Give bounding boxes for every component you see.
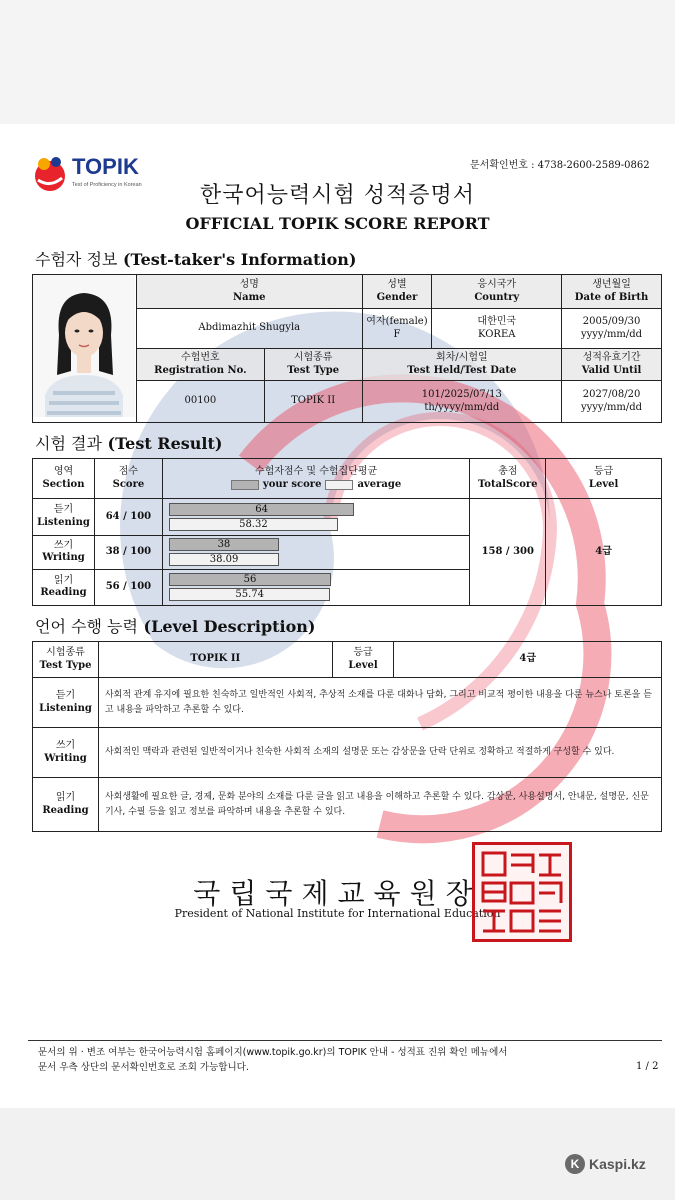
level-label-en: Level	[588, 478, 619, 490]
country-value-en: KOREA	[478, 328, 516, 340]
page-number: 1 / 2	[636, 1061, 659, 1072]
level-description-table	[32, 641, 662, 832]
chart-title: 수험자점수 및 수험집단평균	[254, 466, 378, 478]
type-label-ko: 시험종류	[293, 352, 333, 363]
title-english: OFFICIAL TOPIK SCORE REPORT	[185, 214, 490, 233]
bars-listening	[162, 499, 469, 535]
area-ko: 듣기	[53, 504, 74, 516]
area-en: Writing	[42, 552, 85, 564]
total-score-value: 158 / 300	[470, 499, 546, 606]
footer-divider	[28, 1040, 662, 1041]
kaspi-watermark	[565, 1153, 646, 1175]
footer-line-1: 문서의 위 · 변조 여부는 한국어능력시험 홈페이지(www.topik.go.kr)의 TOPIK 안내 - 성적표 진위 확인 메뉴에서	[38, 1047, 508, 1058]
test-result-table	[32, 458, 662, 606]
country-label-en: Country	[474, 291, 520, 303]
level-grade-header	[332, 642, 394, 678]
gender-value	[362, 309, 432, 349]
applicant-photo	[33, 275, 135, 417]
bar-avg-writing: 38.09	[169, 553, 279, 566]
level-heading-ko: 언어 수행 능력	[35, 617, 138, 636]
desc-area-ko: 읽기	[55, 792, 76, 803]
legend-avg-label: average	[357, 478, 402, 490]
reg-value: 00100	[136, 381, 264, 423]
desc-area-ko: 듣기	[55, 690, 76, 701]
logo-text: TOPIK	[72, 154, 139, 179]
gender-value-en: F	[393, 328, 401, 340]
type-label-en: Test Type	[287, 364, 340, 376]
info-heading-ko: 수험자 정보	[35, 250, 118, 269]
result-heading-ko: 시험 결과	[35, 434, 102, 453]
level-header	[546, 459, 662, 499]
score-header	[94, 459, 162, 499]
valid-value	[562, 381, 662, 423]
seal-glyph-icon	[475, 845, 569, 939]
reg-label-ko: 수험번호	[181, 352, 220, 363]
bar-you-reading: 56	[169, 573, 331, 586]
result-section-heading	[35, 431, 222, 454]
country-value	[432, 309, 562, 349]
desc-area-en: Listening	[39, 702, 92, 714]
total-label-en: TotalScore	[478, 478, 538, 490]
desc-text-writing: 사회적인 맥락과 관련된 일반적이거나 친숙한 사회적 소재의 설명문 또는 감상문을 단락 단위로 정확하고 적절하게 구성할 수 있다.	[98, 728, 661, 778]
desc-area-writing	[33, 728, 99, 778]
held-value-date: 101/2025/07/13	[421, 389, 502, 400]
test-taker-info-table	[32, 274, 662, 423]
dob-value-format: yyyy/mm/dd	[580, 328, 643, 340]
held-value-format: th/yyyy/mm/dd	[424, 401, 500, 413]
valid-label-ko: 성적유효기간	[582, 352, 641, 363]
dob-value	[562, 309, 662, 349]
gender-label-ko: 성별	[387, 279, 407, 290]
score-report-document	[0, 124, 675, 1108]
level-label-ko: 등급	[593, 466, 614, 478]
bar-avg-listening: 58.32	[169, 518, 338, 531]
legend-swatch-avg	[325, 480, 353, 490]
gender-value-ko: 여자(female)	[366, 316, 428, 327]
held-label-en: Test Held/Test Date	[407, 364, 517, 376]
total-label-ko: 총점	[498, 466, 518, 478]
bars-writing	[162, 535, 469, 569]
kaspi-logo-icon: K	[565, 1154, 585, 1174]
area-en: Listening	[37, 516, 90, 528]
level-value: 4급	[546, 499, 662, 606]
held-header	[362, 349, 562, 381]
score-label-ko: 점수	[118, 466, 139, 478]
gender-label-en: Gender	[376, 291, 418, 303]
score-writing: 38 / 100	[94, 535, 162, 569]
bars-reading	[162, 569, 469, 605]
country-header	[432, 275, 562, 309]
area-label-en: Section	[42, 478, 85, 490]
photo-cell	[33, 275, 137, 423]
test-type-label-ko: 시험종류	[46, 647, 85, 658]
official-seal	[472, 842, 572, 942]
footer-line-2: 문서 우측 상단의 문서확인번호로 조회 가능합니다.	[38, 1062, 249, 1073]
level-grade-value: 4급	[394, 642, 662, 678]
desc-area-listening	[33, 678, 99, 728]
desc-text-listening: 사회적 관계 유지에 필요한 친숙하고 일반적인 사회적, 추상적 소재를 다룬 대화나 담화, 그리고 비교적 평이한 내용을 다룬 뉴스나 토론을 듣고 내용을 파악하고 추론할 수 있다.	[98, 678, 661, 728]
desc-text-reading: 사회생활에 필요한 글, 경제, 문화 분야의 소재를 다룬 글을 읽고 내용을 이해하고 추론할 수 있다. 감상문, 사용설명서, 안내문, 설명문, 신문 기사, 수필 등을 읽고 정보를 파악하며 내용을 추론할 수 있다.	[98, 778, 661, 832]
legend-you-label: your score	[262, 478, 322, 490]
score-listening: 64 / 100	[94, 499, 162, 535]
info-section-heading	[35, 247, 356, 270]
dob-label-ko: 생년월일	[592, 279, 631, 290]
area-ko: 읽기	[53, 574, 74, 586]
dob-label-en: Date of Birth	[574, 291, 649, 303]
bar-you-writing: 38	[169, 538, 279, 551]
test-type-value: TOPIK II	[98, 642, 332, 678]
info-heading-en: (Test-taker's Information)	[122, 250, 357, 269]
kaspi-brand: Kaspi.kz	[589, 1156, 646, 1172]
logo-subtitle: Test of Proficiency in Korean	[72, 182, 142, 188]
type-header	[264, 349, 362, 381]
desc-area-en: Writing	[44, 752, 87, 764]
name-header	[136, 275, 362, 309]
president-title-en: President of National Institute for International Education	[174, 907, 501, 920]
bar-avg-reading: 55.74	[169, 588, 331, 601]
score-label-en: Score	[112, 478, 145, 490]
held-label-ko: 회차/시험일	[435, 352, 488, 363]
area-en: Reading	[40, 587, 87, 599]
desc-area-reading	[33, 778, 99, 832]
area-writing	[33, 535, 95, 569]
valid-label-en: Valid Until	[581, 364, 642, 376]
area-ko: 쓰기	[53, 539, 74, 551]
dob-header	[562, 275, 662, 309]
level-section-heading	[35, 614, 315, 637]
name-value: Abdimazhit Shugyla	[136, 309, 362, 349]
valid-value-format: yyyy/mm/dd	[580, 401, 643, 413]
valid-value-date: 2027/08/20	[582, 389, 641, 400]
score-reading: 56 / 100	[94, 569, 162, 605]
valid-header	[562, 349, 662, 381]
type-value: TOPIK II	[264, 381, 362, 423]
desc-area-ko: 쓰기	[55, 740, 76, 751]
level-grade-label-ko: 등급	[353, 647, 373, 658]
president-title-ko: 국립국제교육원장	[193, 877, 482, 910]
level-grade-label-en: Level	[348, 659, 378, 671]
footer-note	[38, 1045, 507, 1075]
name-label-en: Name	[232, 291, 266, 303]
country-value-ko: 대한민국	[477, 316, 517, 327]
reg-header	[136, 349, 264, 381]
area-label-ko: 영역	[53, 466, 74, 478]
area-listening	[33, 499, 95, 535]
country-label-ko: 응시국가	[477, 279, 517, 290]
bar-you-listening: 64	[169, 503, 355, 516]
name-label-ko: 성명	[239, 279, 259, 290]
gender-header	[362, 275, 432, 309]
area-header	[33, 459, 95, 499]
held-value	[362, 381, 562, 423]
dob-value-date: 2005/09/30	[582, 316, 641, 327]
top-margin	[0, 0, 675, 124]
document-number: 문서확인번호 : 4738-2600-2589-0862	[470, 160, 650, 171]
test-type-header	[33, 642, 99, 678]
area-reading	[33, 569, 95, 605]
chart-legend	[163, 479, 469, 492]
total-header	[470, 459, 546, 499]
desc-area-en: Reading	[42, 804, 89, 816]
reg-label-en: Registration No.	[154, 364, 247, 376]
result-heading-en: (Test Result)	[107, 434, 223, 453]
title-korean: 한국어능력시험 성적증명서	[199, 183, 476, 208]
test-type-label-en: Test Type	[39, 659, 92, 671]
level-heading-en: (Level Description)	[143, 617, 316, 636]
chart-header	[162, 459, 469, 499]
legend-swatch-you	[231, 480, 259, 490]
